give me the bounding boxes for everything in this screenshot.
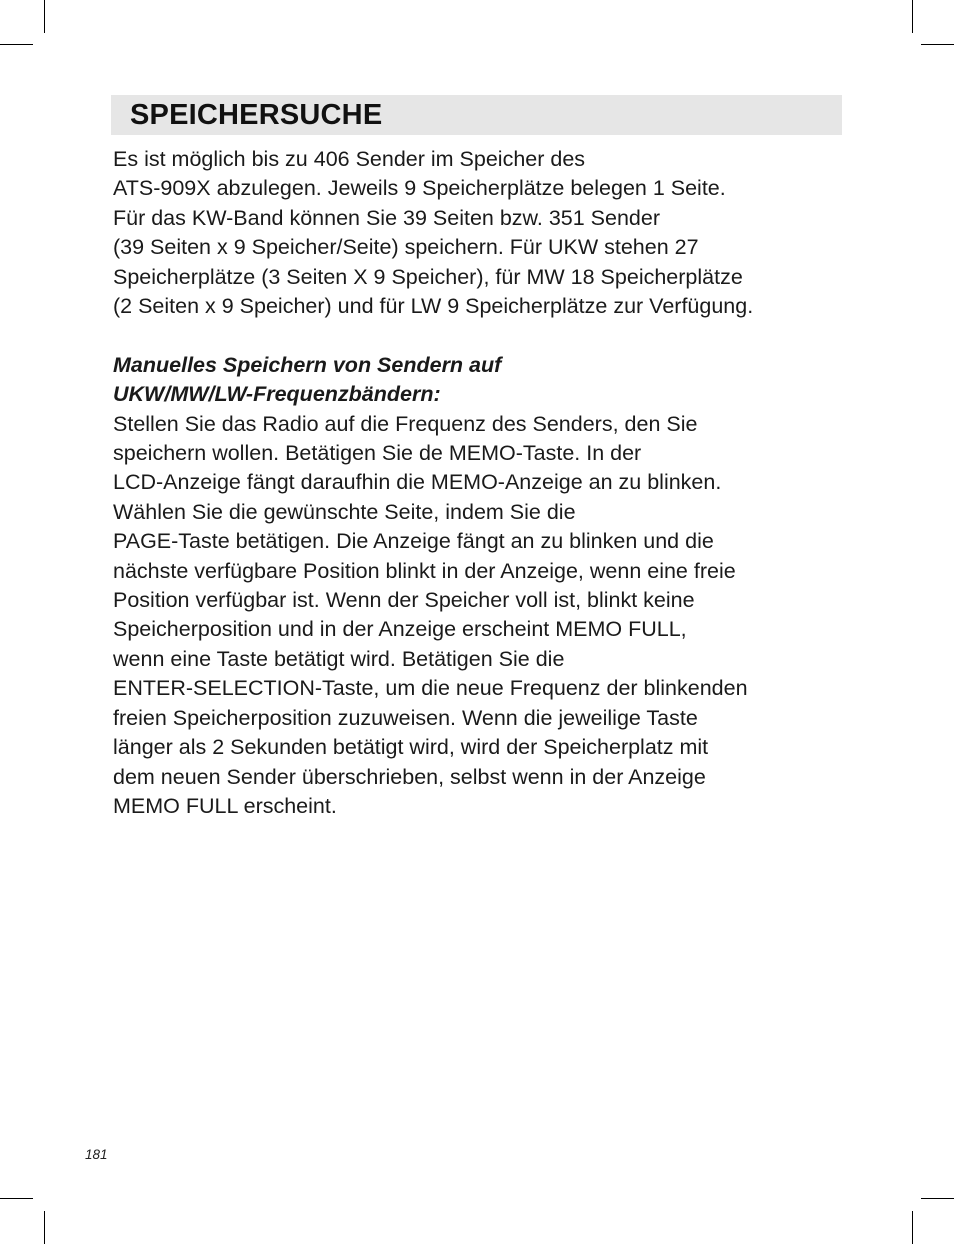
manual-line: freien Speicherposition zuzuweisen. Wenn die jeweilige Taste: [113, 705, 698, 730]
manual-line: nächste verfügbare Position blinkt in der Anzeige, wenn eine freie: [113, 558, 736, 583]
crop-mark-bottom-left-vertical: [44, 1211, 45, 1244]
intro-line: (39 Seiten x 9 Speicher/Seite) speichern. Für UKW stehen 27: [113, 235, 699, 260]
intro-line: Es ist möglich bis zu 406 Sender im Speicher des: [113, 147, 586, 171]
manual-line: speichern wollen. Betätigen Sie de MEMO-Taste. In der: [113, 441, 642, 466]
manual-line: dem neuen Sender überschrieben, selbst wenn in der Anzeige: [113, 764, 706, 789]
manual-paragraph: [113, 410, 853, 822]
section-title: SPEICHERSUCHE: [130, 99, 383, 131]
crop-mark-top-left-vertical: [44, 0, 45, 33]
crop-mark-bottom-right-horizontal: [921, 1198, 954, 1199]
page-number: 181: [85, 1147, 108, 1162]
intro-paragraph: [113, 145, 853, 321]
crop-mark-top-right-vertical: [912, 0, 913, 33]
paragraph-gap: [113, 321, 853, 350]
intro-line: ATS-909X abzulegen. Jeweils 9 Speicherplätze belegen 1 Seite.: [113, 176, 726, 201]
intro-line: Für das KW-Band können Sie 39 Seiten bzw. 351 Sender: [113, 205, 661, 230]
intro-line: Speicherplätze (3 Seiten X 9 Speicher), für MW 18 Speicherplätze: [113, 264, 743, 289]
page-body: [113, 145, 853, 821]
intro-line: (2 Seiten x 9 Speicher) und für LW 9 Speicherplätze zur Verfügung.: [113, 294, 754, 319]
crop-mark-bottom-left-horizontal: [0, 1198, 33, 1199]
manual-line: ENTER-SELECTION-Taste, um die neue Frequenz der blinkenden: [113, 676, 748, 701]
manual-line: länger als 2 Sekunden betätigt wird, wird der Speicherplatz mit: [113, 735, 709, 760]
subheading-line: UKW/MW/LW-Frequenzbändern:: [113, 382, 441, 407]
manual-line: Stellen Sie das Radio auf die Frequenz des Senders, den Sie: [113, 411, 698, 436]
manual-line: MEMO FULL erscheint.: [113, 793, 337, 818]
crop-mark-top-left-horizontal: [0, 44, 33, 45]
crop-mark-top-right-horizontal: [921, 44, 954, 45]
manual-line: Position verfügbar ist. Wenn der Speicher voll ist, blinkt keine: [113, 588, 695, 613]
manual-line: LCD-Anzeige fängt daraufhin die MEMO-Anzeige an zu blinken.: [113, 470, 722, 495]
manual-line: wenn eine Taste betätigt wird. Betätigen Sie die: [113, 646, 565, 671]
section-heading-bar: [111, 95, 842, 135]
subheading-line: Manuelles Speichern von Sendern auf: [113, 352, 502, 377]
manual-subheading: [113, 351, 853, 410]
manual-line: PAGE-Taste betätigen. Die Anzeige fängt an zu blinken und die: [113, 529, 714, 554]
manual-line: Speicherposition und in der Anzeige erscheint MEMO FULL,: [113, 617, 687, 642]
manual-line: Wählen Sie die gewünschte Seite, indem Sie die: [113, 499, 576, 524]
crop-mark-bottom-right-vertical: [912, 1211, 913, 1244]
